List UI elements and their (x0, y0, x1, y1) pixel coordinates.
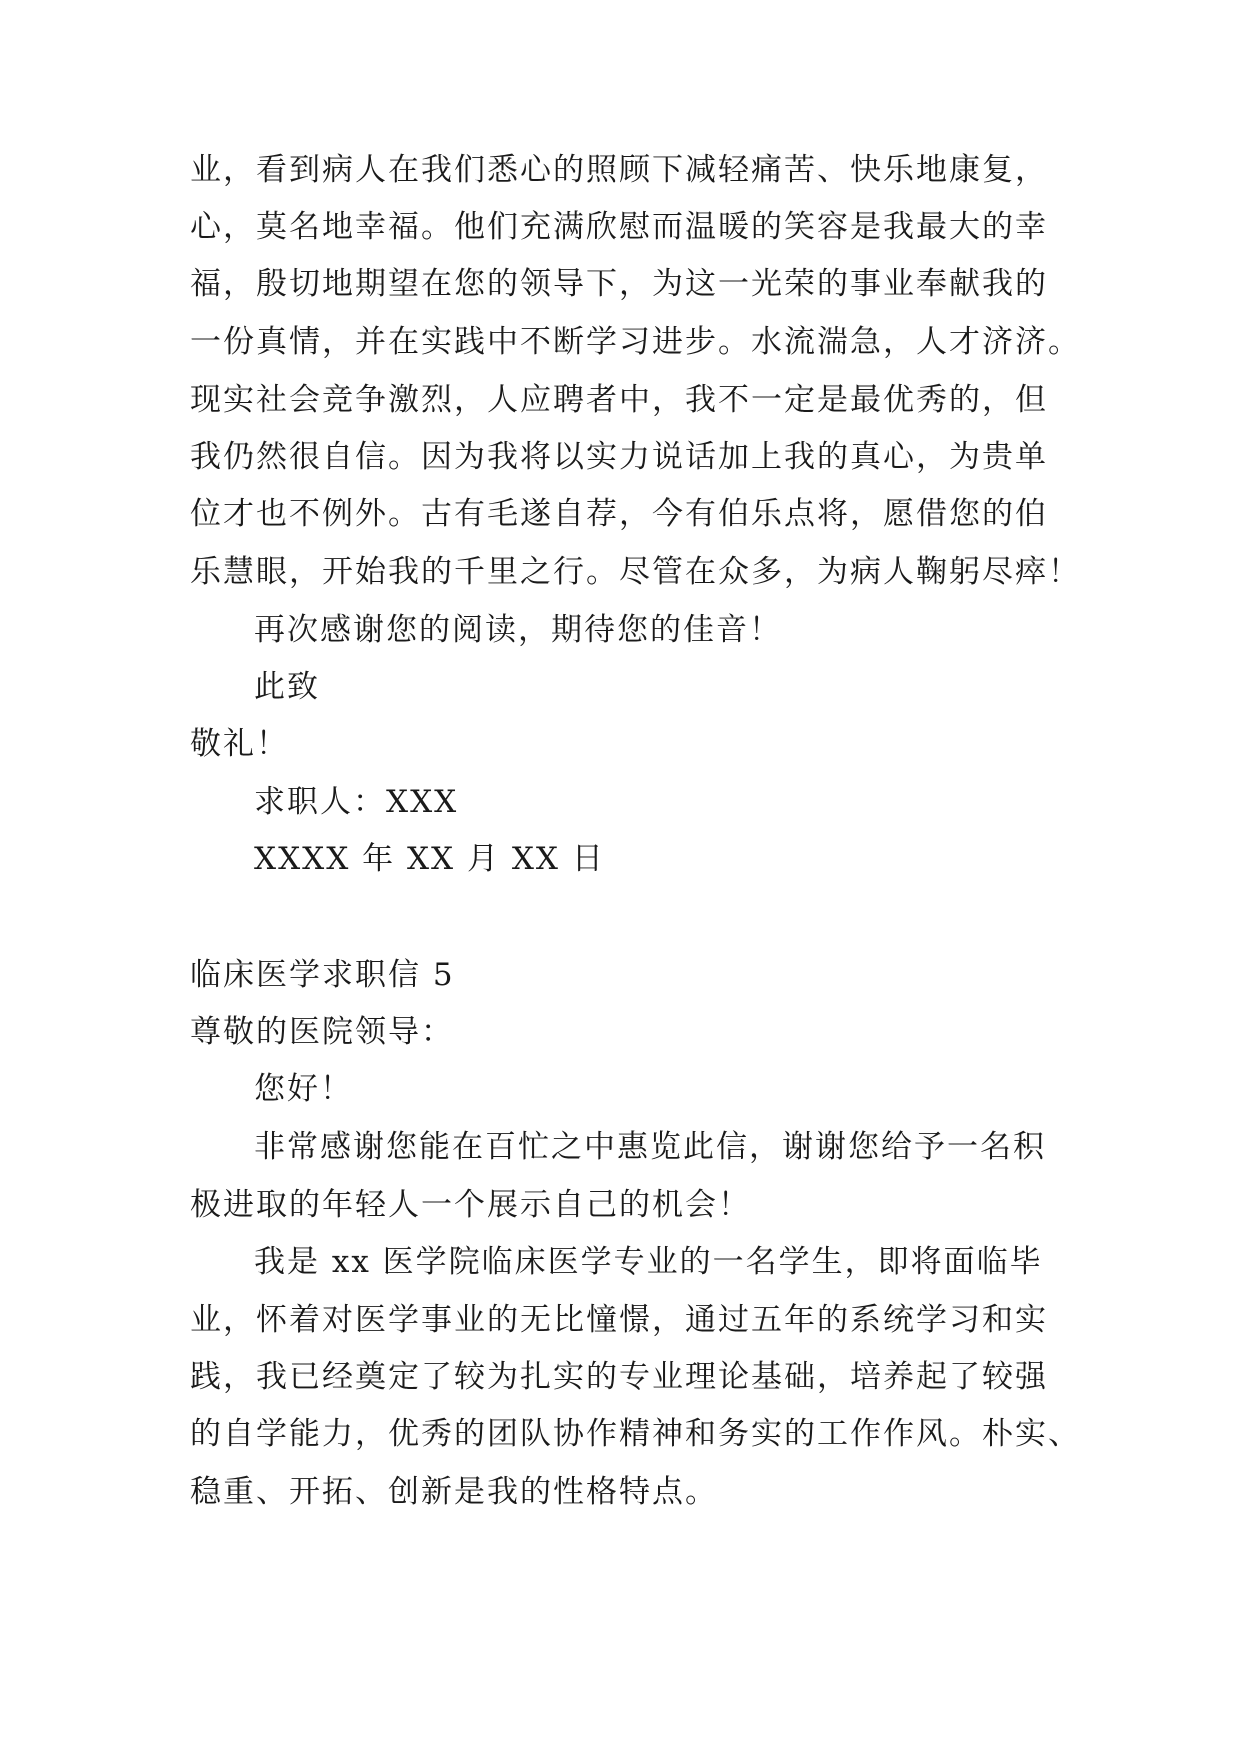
salutation: 尊敬的医院领导： (190, 1014, 454, 1050)
body-line: 位才也不例外。古有毛遂自荐，今有伯乐点将，愿借您的伯 (190, 496, 1048, 532)
body-line: 的自学能力，优秀的团队协作精神和务实的工作作风。朴实、 (190, 1416, 1081, 1452)
body-line: 现实社会竞争激烈，人应聘者中，我不一定是最优秀的，但 (190, 382, 1048, 418)
body-line: 极进取的年轻人一个展示自己的机会！ (190, 1187, 751, 1223)
section-title: 临床医学求职信 5 (190, 957, 455, 993)
body-line: 福，殷切地期望在您的领导下，为这一光荣的事业奉献我的 (190, 266, 1048, 302)
body-line: 业，怀着对医学事业的无比憧憬，通过五年的系统学习和实 (190, 1302, 1048, 1338)
thanks-line: 再次感谢您的阅读，期待您的佳音！ (254, 612, 782, 648)
closing-cizhi: 此致 (254, 669, 320, 705)
body-line: 心，莫名地幸福。他们充满欣慰而温暖的笑容是我最大的幸 (190, 209, 1048, 245)
letter-date: XXXX 年 XX 月 XX 日 (254, 841, 605, 877)
closing-jingli: 敬礼！ (190, 726, 289, 762)
body-line: 我仍然很自信。因为我将以实力说话加上我的真心，为贵单 (190, 439, 1048, 475)
body-line: 乐慧眼，开始我的千里之行。尽管在众多，为病人鞠躬尽瘁！ (190, 554, 1081, 590)
body-line: 稳重、开拓、创新是我的性格特点。 (190, 1474, 718, 1510)
applicant-signature: 求职人：XXX (254, 784, 459, 820)
greeting: 您好！ (254, 1071, 353, 1107)
body-line: 我是 xx 医学院临床医学专业的一名学生，即将面临毕 (254, 1244, 1043, 1280)
body-line: 一份真情，并在实践中不断学习进步。水流湍急，人才济济。 (190, 324, 1081, 360)
body-line: 践，我已经奠定了较为扎实的专业理论基础，培养起了较强 (190, 1359, 1048, 1395)
body-line: 业，看到病人在我们悉心的照顾下减轻痛苦、快乐地康复， (190, 152, 1048, 188)
body-line: 非常感谢您能在百忙之中惠览此信，谢谢您给予一名积 (254, 1129, 1046, 1165)
